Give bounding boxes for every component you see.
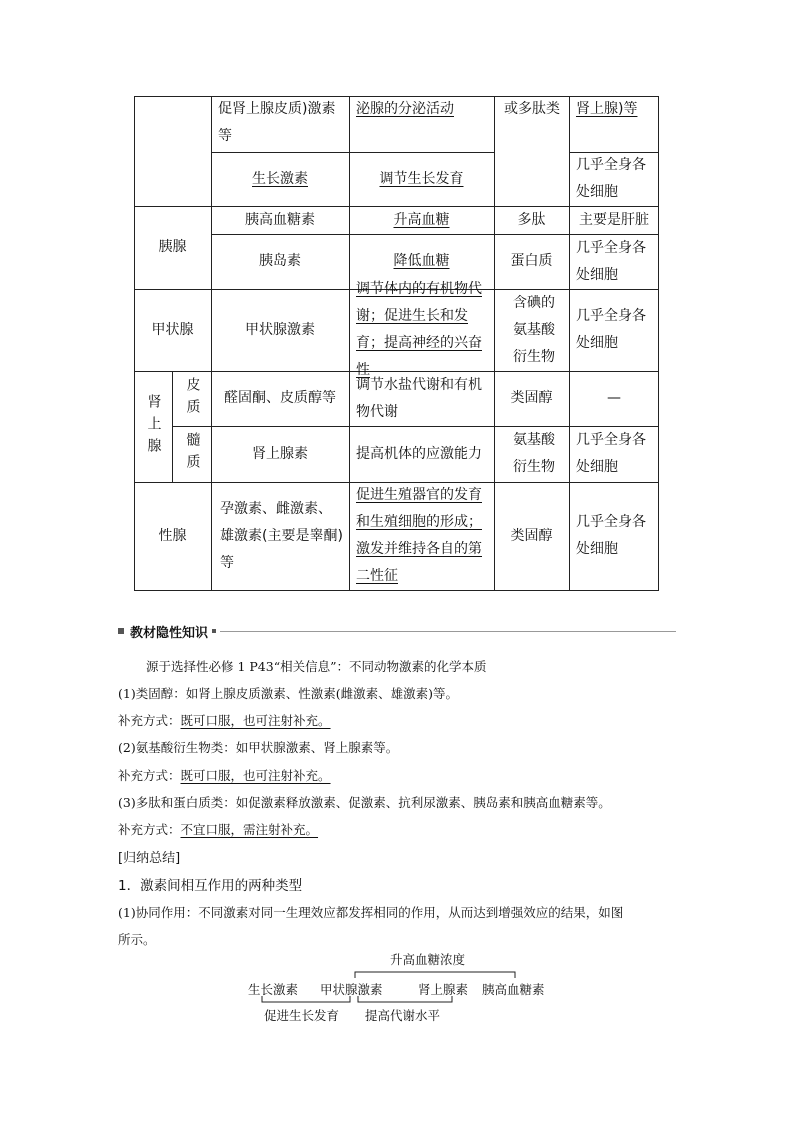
item-text: (2)氨基酸衍生物类：如甲状腺激素、肾上腺素等。 <box>118 740 399 755</box>
table-cell <box>212 371 348 426</box>
cell-text: 几乎全身各处细胞 <box>576 308 646 351</box>
square-bullet-icon <box>118 628 124 634</box>
heading: 1．激素间相互作用的两种类型 <box>118 878 303 894</box>
gland-name: 性腺 <box>158 527 187 544</box>
cell-text: 孕激素、雌激素、雄激素(主要是睾酮)等 <box>220 500 343 571</box>
cell-text: 或多肽类 <box>504 101 560 117</box>
table-cell <box>134 206 211 289</box>
cell-text: 降低血糖 <box>393 253 450 269</box>
table-cell <box>570 371 658 426</box>
cell-text: 肾上腺素 <box>252 445 308 462</box>
diagram-node: 肾上腺素 <box>418 982 469 997</box>
table-cell <box>352 371 493 426</box>
table-cell <box>352 96 492 152</box>
table-cell <box>212 206 348 234</box>
summary-tag: [归纳总结] <box>118 851 181 866</box>
cell-text: 几乎全身各处细胞 <box>576 514 646 557</box>
supplement-line <box>118 711 331 729</box>
table-cell <box>212 426 348 482</box>
supplement-label: 补充方式： <box>118 713 181 728</box>
diagram-top-label: 升高血糖浓度 <box>390 952 466 967</box>
section-header <box>118 622 676 640</box>
cell-text: 几乎全身各处细胞 <box>576 157 646 200</box>
table-cell <box>350 152 493 206</box>
table-cell <box>496 96 568 152</box>
cell-text: 胰高血糖素 <box>245 211 315 228</box>
section-title: 教材隐性知识 <box>130 625 209 641</box>
cell-text: 甲状腺激素 <box>245 321 315 338</box>
table-cell <box>572 234 656 289</box>
cell-text: — <box>607 390 621 406</box>
cell-text: 多肽 <box>517 211 546 228</box>
supplement-label: 补充方式： <box>118 768 181 783</box>
cell-text: 胰岛素 <box>259 253 301 269</box>
cell-text: 氨基酸衍生物 <box>513 432 555 475</box>
diagram-bottom-label: 提高代谢水平 <box>365 1008 441 1023</box>
cell-text: 肾上腺)等 <box>576 101 638 117</box>
paragraph: (1)协同作用：不同激素对同一生理效应都发挥相同的作用，从而达到增强效应的结果，如图 <box>118 905 624 920</box>
cell-text: 醛固酮、皮质醇等 <box>224 390 336 406</box>
cell-text: 几乎全身各处细胞 <box>576 239 646 283</box>
synergy-diagram <box>240 950 570 1030</box>
cell-text: 调节生长发育 <box>379 170 464 187</box>
gland-name: 甲状腺 <box>151 321 194 338</box>
table-cell <box>352 281 493 378</box>
table-cell <box>134 482 211 590</box>
cell-text: 提高机体的应激能力 <box>356 445 482 462</box>
table-cell <box>572 482 656 590</box>
table-cell <box>212 234 348 289</box>
table-cell <box>350 206 493 234</box>
supplement-label: 补充方式： <box>118 822 181 837</box>
table-line <box>569 96 570 591</box>
table-cell <box>173 426 211 482</box>
cell-text: 几乎全身各处细胞 <box>576 432 646 475</box>
diagram-node: 胰高血糖素 <box>482 982 545 997</box>
table-cell <box>572 96 658 152</box>
diagram-bottom-label: 促进生长发育 <box>264 1008 340 1023</box>
table-cell <box>212 152 348 206</box>
intro-text: 源于选择性必修 1 P43“相关信息”：不同动物激素的化学本质 <box>146 659 487 674</box>
table-cell <box>509 426 567 482</box>
table-line <box>134 590 659 591</box>
table-cell <box>134 371 172 482</box>
table-cell <box>352 482 493 590</box>
diagram-node: 生长激素 <box>248 982 299 997</box>
table-cell <box>495 371 568 426</box>
gland-name: 肾上腺 <box>145 393 162 460</box>
cell-text: 调节体内的有机物代谢；促进生长和发育；提高神经的兴奋性 <box>356 281 482 378</box>
cell-text: 皮质 <box>184 376 201 421</box>
cell-text: 类固醇 <box>510 527 553 544</box>
table-cell <box>212 289 348 371</box>
supplement-value: 既可口服，也可注射补充。 <box>180 768 331 783</box>
table-line <box>658 96 659 591</box>
table-cell <box>509 289 567 371</box>
table-cell <box>173 371 211 426</box>
cell-text: 生长激素 <box>252 170 308 187</box>
supplement-value: 既可口服，也可注射补充。 <box>180 713 331 728</box>
table-cell <box>214 96 346 152</box>
paragraph: 所示。 <box>118 932 156 947</box>
table-cell <box>572 289 656 371</box>
table-cell <box>216 482 347 590</box>
cell-text: 类固醇 <box>510 390 553 406</box>
gland-name: 胰腺 <box>158 239 187 255</box>
table-cell <box>572 152 656 206</box>
supplement-value: 不宜口服，需注射补充。 <box>180 822 319 837</box>
cell-text: 促进生殖器官的发育和生殖细胞的形成；激发并维持各自的第二性征 <box>356 487 482 584</box>
table-cell <box>495 206 568 234</box>
table-cell <box>495 482 568 590</box>
cell-text: 髓质 <box>184 432 201 476</box>
divider <box>220 631 676 632</box>
supplement-line <box>118 766 331 784</box>
cell-text: 调节水盐代谢和有机物代谢 <box>356 376 482 420</box>
hormone-table <box>134 96 659 591</box>
table-cell <box>134 289 211 371</box>
square-bullet-icon <box>212 629 216 633</box>
cell-text: 升高血糖 <box>393 211 450 228</box>
table-cell <box>572 426 656 482</box>
item-text: (1)类固醇：如肾上腺皮质激素、性激素(雌激素、雄激素)等。 <box>118 686 458 701</box>
table-cell <box>352 426 493 482</box>
cell-text: 促肾上腺皮质)激素等 <box>218 101 336 144</box>
cell-text: 泌腺的分泌活动 <box>356 101 454 117</box>
cell-text: 主要是肝脏 <box>579 211 649 228</box>
table-cell <box>570 206 658 234</box>
diagram-node: 甲状腺激素 <box>320 982 383 997</box>
supplement-line <box>118 820 318 838</box>
cell-text: 蛋白质 <box>510 253 553 269</box>
table-cell <box>495 234 568 289</box>
item-text: (3)多肽和蛋白质类：如促激素释放激素、促激素、抗利尿激素、胰岛素和胰高血糖素等。 <box>118 795 611 810</box>
cell-text: 含碘的氨基酸衍生物 <box>513 294 555 365</box>
